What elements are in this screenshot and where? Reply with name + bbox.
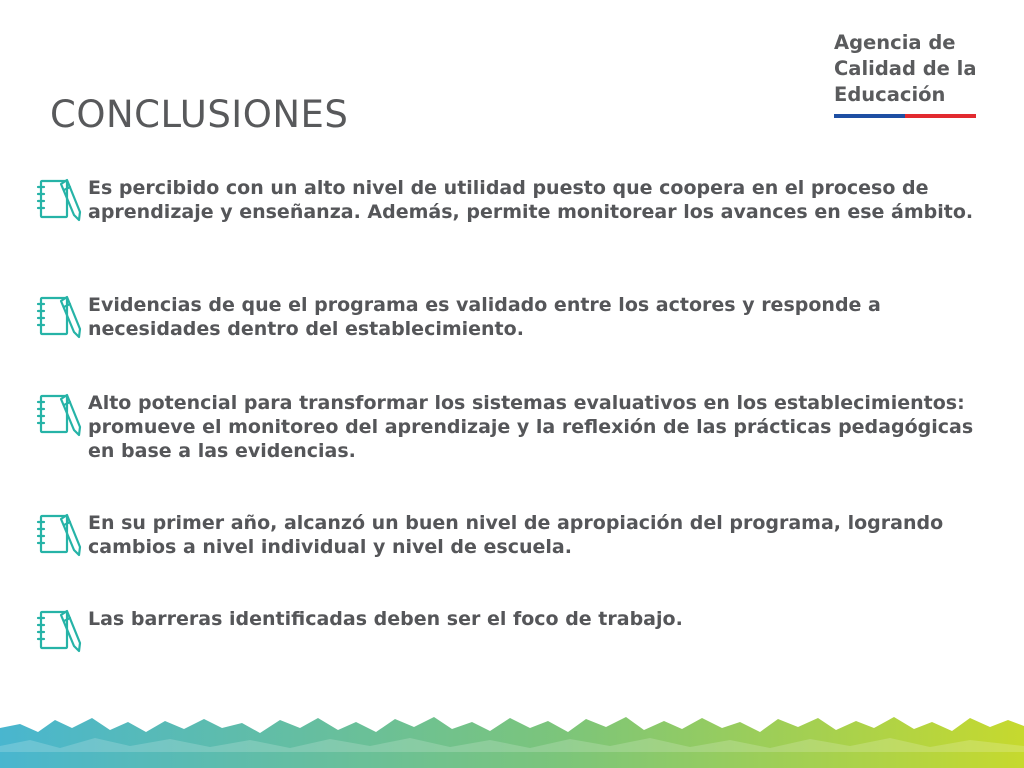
bullet-item-1 [36, 176, 996, 224]
logo-bar-red [905, 114, 976, 118]
notebook-pencil-icon [36, 176, 82, 222]
bullet-text: Es percibido con un alto nivel de utilidad puesto que coopera en el proceso de aprendizaje y enseñanza. Además, permite monitorear los avances en ese ámbito. [88, 177, 974, 223]
notebook-pencil-icon [36, 391, 82, 437]
bullet-item-4 [36, 511, 996, 559]
bullet-text: Las barreras identificadas deben ser el foco de trabajo. [88, 608, 683, 630]
bullet-text: En su primer año, alcanzó un buen nivel de apropiación del programa, logrando cambios a nivel individual y nivel de escuela. [88, 512, 944, 558]
logo-flag-bar [834, 114, 976, 118]
bullet-item-2 [36, 293, 996, 341]
notebook-pencil-icon [36, 607, 82, 653]
agency-logo [834, 30, 978, 118]
bullet-text: Evidencias de que el programa es validado entre los actores y responde a necesidades dentro del establecimiento. [88, 294, 881, 340]
notebook-pencil-icon [36, 293, 82, 339]
page-title: CONCLUSIONES [50, 93, 349, 136]
bullet-item-3 [36, 391, 996, 463]
bullet-item-5 [36, 607, 996, 631]
logo-bar-blue [834, 114, 905, 118]
logo-line-1: Agencia de [834, 31, 956, 54]
decorative-wave-band [0, 706, 1024, 768]
notebook-pencil-icon [36, 511, 82, 557]
logo-line-2: Calidad de la [834, 57, 977, 80]
logo-line-3: Educación [834, 83, 946, 106]
bullet-text: Alto potencial para transformar los sistemas evaluativos en los establecimientos: promueve el monitoreo del aprendizaje y la reflexión de las prácticas pedagógicas en base a las evidencias. [88, 392, 974, 462]
